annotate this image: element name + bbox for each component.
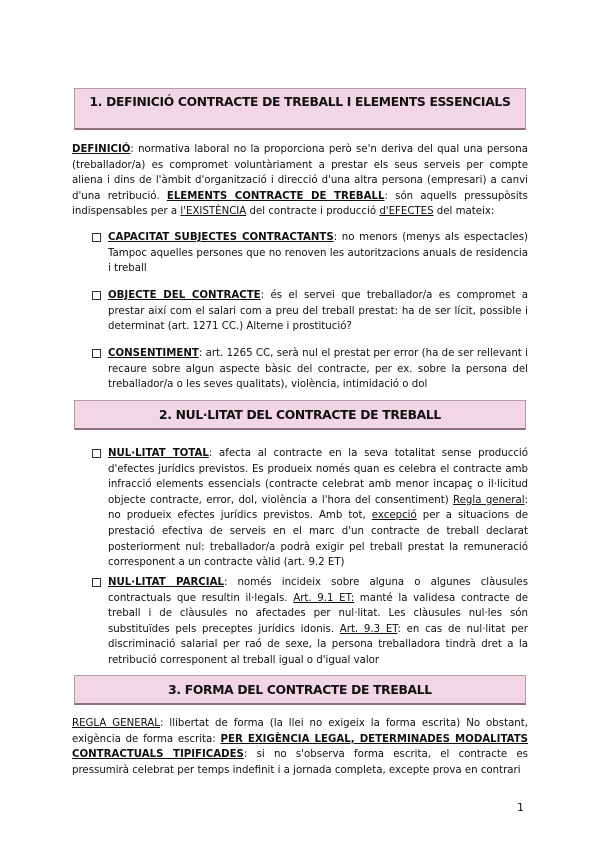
elements-mid: del contracte i producció <box>246 206 380 218</box>
total-label: NUL·LITAT TOTAL <box>108 448 209 459</box>
page-number: 1 <box>517 801 524 814</box>
existencia-term: l'EXISTÈNCIA <box>180 206 247 218</box>
item-label: OBJECTE DEL CONTRACTE <box>108 290 261 301</box>
section-3-title: 3. FORMA DEL CONTRACTE DE TREBALL <box>168 683 432 697</box>
checkbox-bullet-icon <box>92 233 101 242</box>
total-text-3: per a situacions de prestació efectiva de serveis en el marc d'un contracte de treball declarat posteriorment nul: treballador/a podrà exigir pel treball prestat la remuneració corresponent a un contracte vàlid (art. 9.2 ET) <box>108 510 528 569</box>
elements-text: : són aquells pressupòsits indispensables per a <box>72 190 528 218</box>
efectes-term: d'EFECTES <box>379 206 434 218</box>
checkbox-bullet-icon <box>92 578 101 587</box>
regla-general-label: REGLA GENERAL <box>72 718 160 729</box>
forma-text-2: : si no s'observa forma escrita, el contracte es pressumirà celebrat per temps indefinit i a jornada completa, excepte prova en contrari <box>72 749 528 776</box>
checkbox-bullet-icon <box>92 291 101 300</box>
section-1-title: 1. DEFINICIÓ CONTRACTE DE TREBALL I ELEMENTS ESSENCIALS <box>89 95 511 109</box>
section-2-title: 2. NUL·LITAT DEL CONTRACTE DE TREBALL <box>159 408 441 422</box>
section-3-heading <box>74 675 526 705</box>
art-9-3-term: Art. 9.3 ET <box>339 623 398 635</box>
item-label: CONSENTIMENT <box>108 348 199 359</box>
checkbox-bullet-icon <box>92 349 101 358</box>
definicio-label: DEFINICIÓ <box>72 144 131 155</box>
section-2-heading <box>74 400 526 430</box>
parcial-label: NUL·LITAT PARCIAL <box>108 577 224 588</box>
regla-general-term: Regla general <box>453 494 525 506</box>
forma-text-1: : llibertat de forma (la llei no exigeix la forma escrita) No obstant, exigència de forma escrita: <box>72 718 528 745</box>
list-item-consentiment <box>92 346 528 393</box>
parcial-text-3: : en cas de nul·litat per discriminació salarial per raó de sexe, la persona treballadora tindrà dret a la retribució corresponent al treball igual o d'igual valor <box>108 623 528 666</box>
list-item-objecte <box>92 288 528 335</box>
item-text: : art. 1265 CC, serà nul el prestat per error (ha de ser rellevant i recaure sobre algun aspecte bàsic del contracte, per ex. sobre la persona del treballador/a o les seves qualitats), violència, intimidació o dol <box>108 348 528 391</box>
definicio-text: : normativa laboral no la proporciona però se'n deriva del qual una persona (treballador/a) es compromet voluntàriament a prestar els seus serveis per compte aliena i dins de l'àmbit d'organització i direcció d'una altra persona (empresari) a canvi d'una retribució. <box>72 144 528 202</box>
definition-paragraph <box>72 142 528 220</box>
list-item-nullitat-parcial <box>92 575 528 669</box>
per-exigencia-term: PER EXIGÈNCIA LEGAL, DETERMINADES MODALITATS CONTRACTUALS TIPIFICADES <box>72 733 528 761</box>
checkbox-bullet-icon <box>92 449 101 458</box>
total-text-1: : afecta al contracte en la seva totalitat sense producció d'efectes jurídics previstos. Es produeix només quan es celebra el contracte amb infracció elements essencials (contracte celebrat amb menor incapaç o il·licitud objecte contracte, error, dol, violència a l'hora del consentiment) <box>108 448 528 506</box>
parcial-text-2: manté la validesa contracte de treball i de clàusules no afectades per nul·litat. Les clàusules nul·les són substituïdes pels preceptes jurídics idonis. <box>108 592 528 635</box>
list-item-capacitat <box>92 230 528 277</box>
elements-label: ELEMENTS CONTRACTE DE TREBALL <box>166 190 385 202</box>
total-text-2: : no produeix efectes jurídics previstos. Amb tot, <box>108 494 528 522</box>
item-text: : és el servei que treballador/a es compromet a prestar així com el salari com a preu del treball prestat: ha de ser lícit, possible i determinat (art. 1271 CC.) Alterne i prostitució? <box>108 290 528 333</box>
elements-end: del mateix: <box>433 206 495 218</box>
item-label: CAPACITAT SUBJECTES CONTRACTANTS <box>108 232 334 243</box>
excepcio-term: excepció <box>371 510 417 522</box>
item-text: : no menors (menys als espectacles) Tampoc aquelles persones que no renoven les autoritzacions anuals de residencia i treball <box>108 232 528 275</box>
art-9-1-term: Art. 9.1 ET: <box>293 592 355 604</box>
section-1-heading <box>74 88 526 130</box>
forma-paragraph <box>72 716 528 778</box>
list-item-nullitat-total <box>92 446 528 571</box>
parcial-text-1: : només incideix sobre alguna o algunes clàusules contractuals que resultin il·legals. <box>108 577 529 604</box>
